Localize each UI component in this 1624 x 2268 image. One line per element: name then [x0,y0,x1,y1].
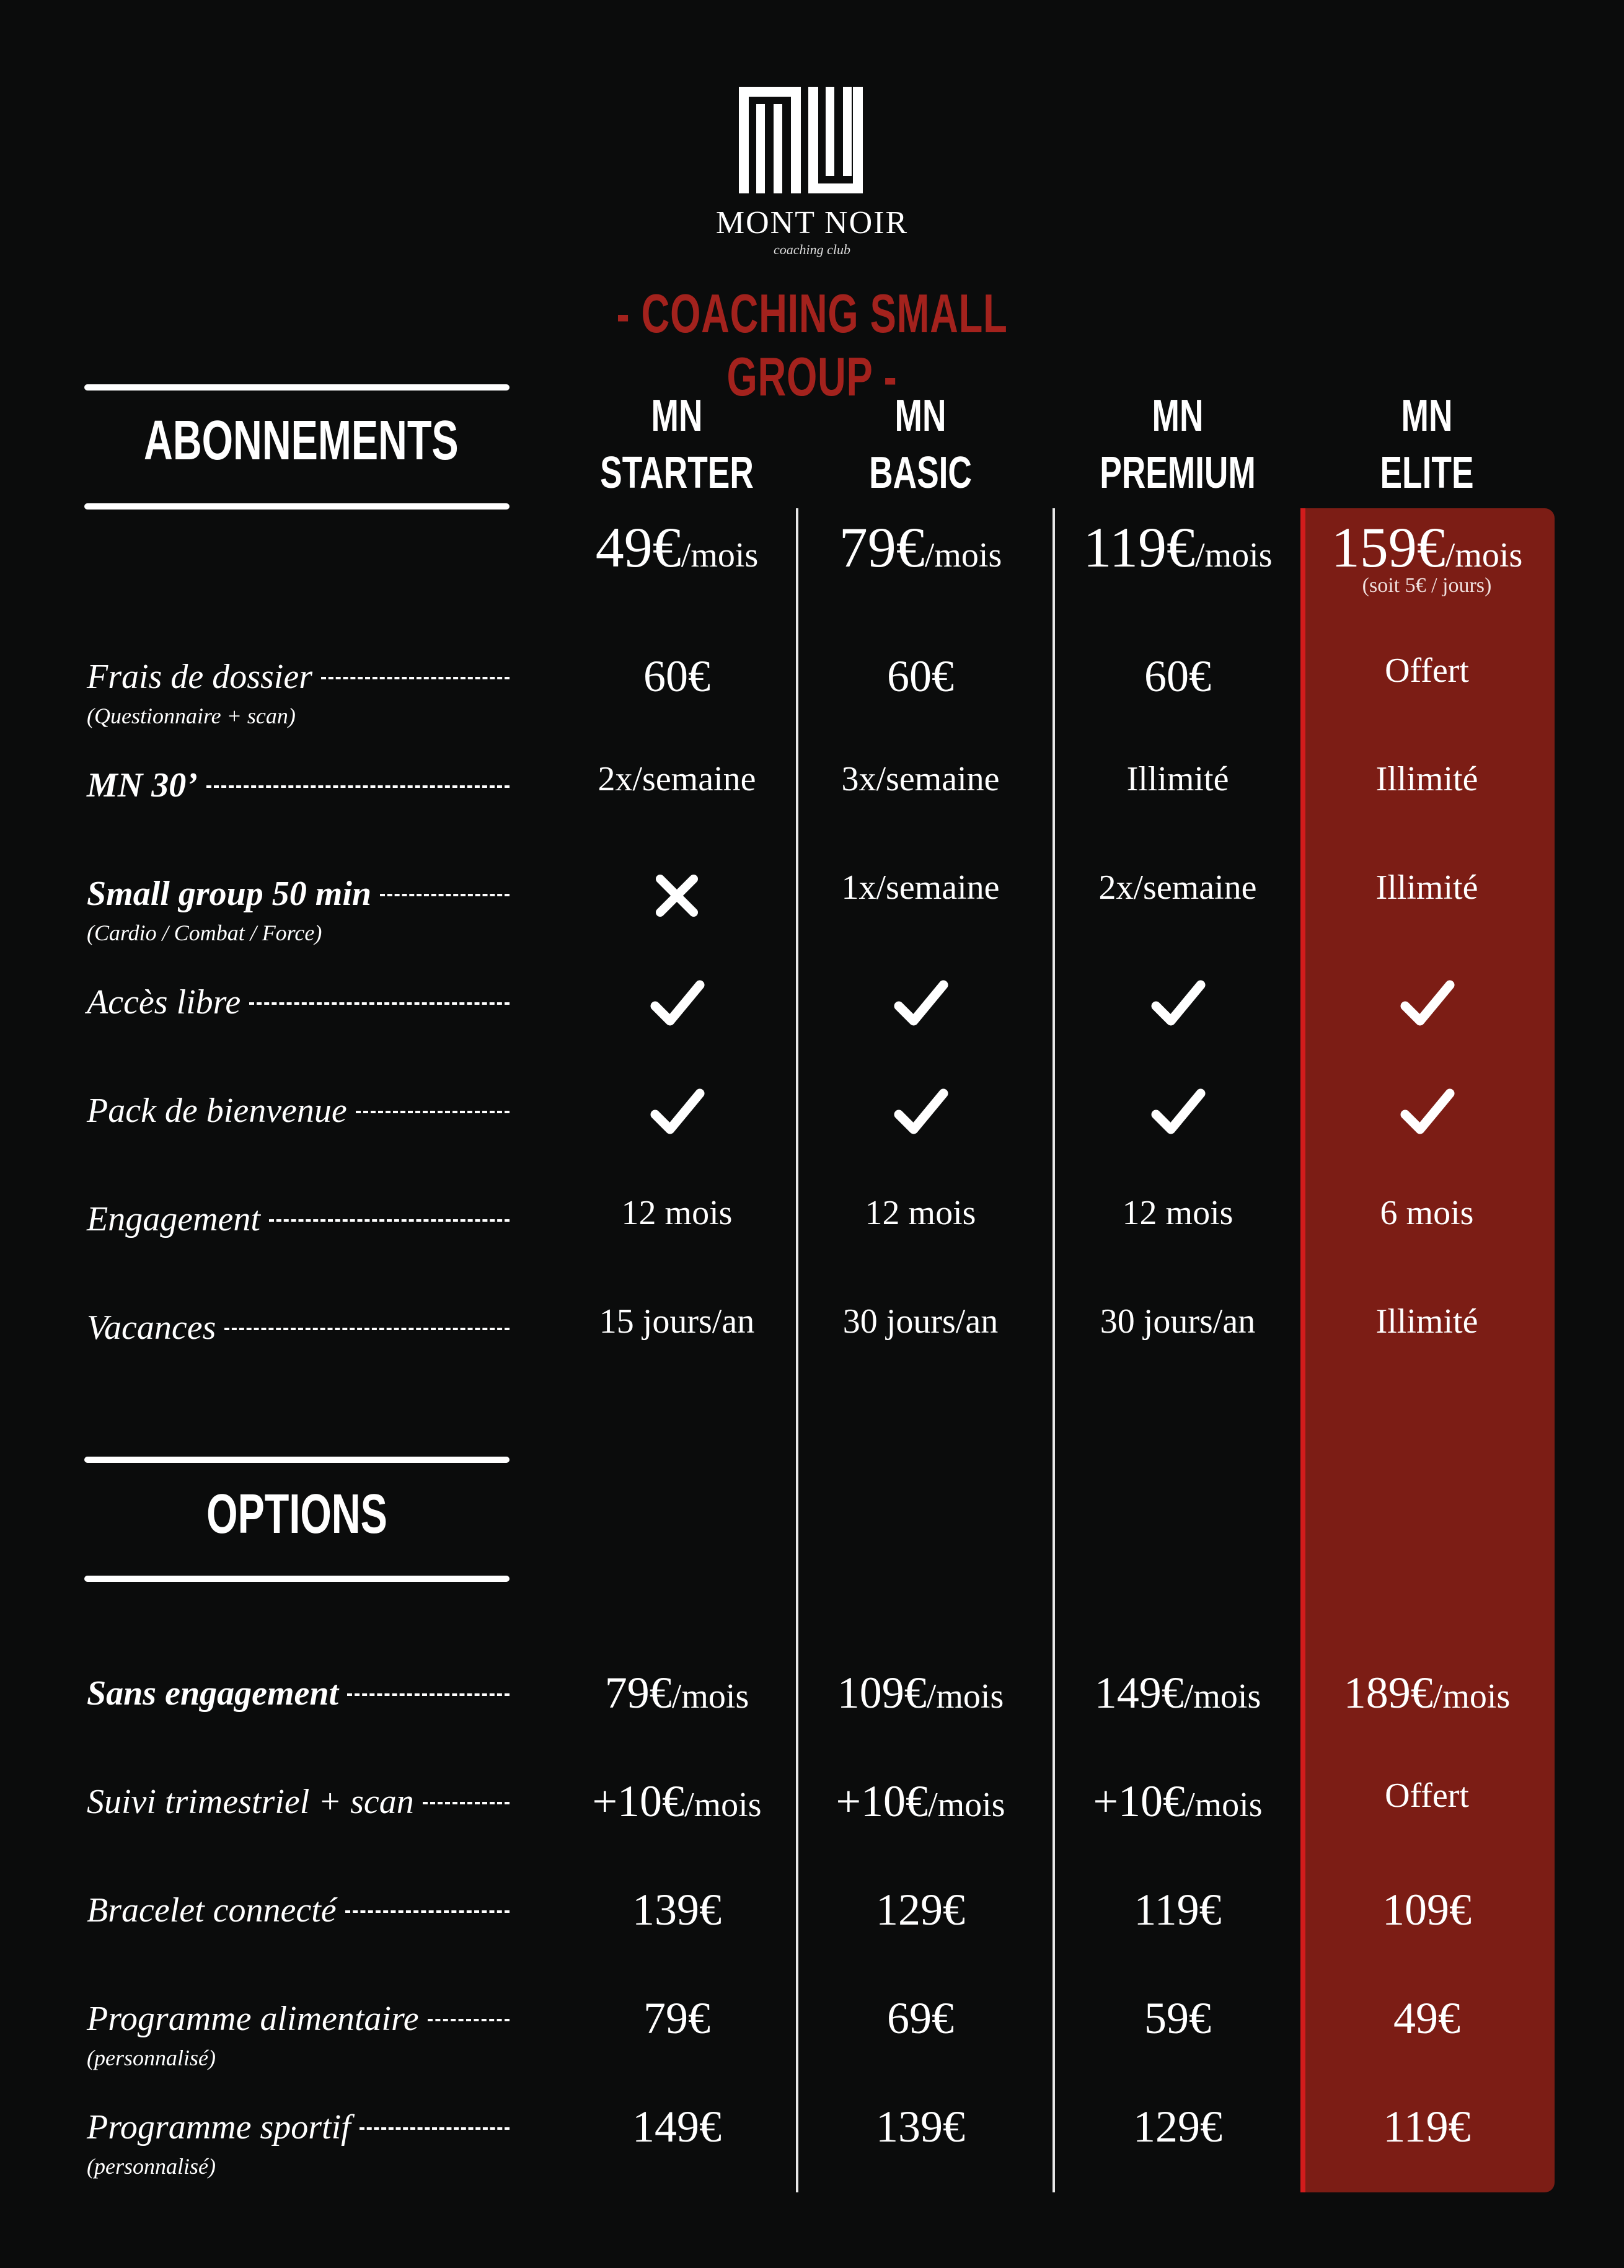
feature-label [87,657,510,697]
plan-name [585,387,769,501]
option-sublabel: (personnalisé) [87,2154,216,2179]
value-amount: +10€ [1093,1776,1186,1826]
feature-value: Illimité [1375,1302,1478,1341]
value-amount: 60€ [887,651,954,701]
option-value [797,2101,1044,2153]
plan-prefix: MN [1152,391,1204,441]
option-value [553,1667,801,1719]
dotted-leader [347,1693,510,1696]
feature-value: 12 mois [865,1194,976,1232]
plan-tier: PREMIUM [1100,448,1256,498]
value-unit: /mois [926,1677,1004,1716]
option-label-text: Programme alimentaire [87,2000,419,2038]
value-amount: 60€ [1144,651,1211,701]
check-icon [797,976,1044,1032]
plan-tier: STARTER [600,448,754,498]
option-value [1303,1667,1551,1719]
dotted-leader [423,1802,510,1804]
section-rule [84,384,510,391]
dotted-leader [360,2127,510,2130]
dotted-leader [249,1002,510,1005]
value-amount: 149€ [632,2102,722,2151]
plan-price-amount: 79€ [839,516,925,579]
feature-value: Illimité [1375,760,1478,798]
value-amount: 79€ [643,1993,710,2043]
plan-price [797,514,1044,580]
feature-sublabel: (Cardio / Combat / Force) [87,920,322,945]
value-amount: 119€ [1134,1885,1222,1935]
option-value: Offert [1385,1776,1469,1815]
feature-value: 30 jours/an [1100,1302,1256,1341]
headline: - COACHING SMALL GROUP - [616,283,1008,407]
feature-value: 6 mois [1380,1194,1474,1232]
option-label-text: Suivi trimestriel + scan [87,1783,414,1821]
feature-value: 3x/semaine [841,760,1000,798]
plan-name [1335,387,1519,501]
dotted-leader [321,677,510,679]
plan-price [553,514,801,580]
feature-label-text: Frais de dossier [87,658,312,696]
option-value [797,1776,1044,1827]
brand-name: MONT NOIR [715,205,909,240]
feature-label-text: Pack de bienvenue [87,1092,347,1130]
option-label [87,1782,510,1822]
option-label-text: Programme sportif [87,2108,351,2147]
plan-price-amount: 159€ [1331,516,1445,579]
value-amount: 149€ [1094,1668,1184,1718]
option-value [553,1884,801,1936]
section-rule [84,1457,510,1463]
plan-prefix: MN [894,391,947,441]
value-amount: 109€ [837,1668,927,1718]
value-amount: 59€ [1144,1993,1211,2043]
dotted-leader [345,1910,510,1913]
feature-label-text: Engagement [87,1200,260,1238]
feature-value: 12 mois [1122,1194,1233,1232]
feature-value: 2x/semaine [598,760,756,798]
value-amount: +10€ [836,1776,929,1826]
dotted-leader [269,1219,510,1222]
mont-noir-logo-icon [739,87,863,193]
feature-label [87,982,510,1022]
check-icon [1303,1085,1551,1141]
section-rule [84,1576,510,1582]
dotted-leader [428,2019,510,2021]
check-icon [1054,976,1302,1032]
plan-prefix: MN [651,391,703,441]
option-value [553,1993,801,2044]
value-amount: 69€ [887,1993,954,2043]
value-unit: /mois [1185,1786,1263,1824]
feature-value: 15 jours/an [599,1302,755,1341]
option-label [87,1999,510,2039]
option-value [1303,1884,1551,1936]
feature-value: Offert [1385,651,1469,690]
dotted-leader [206,785,510,788]
plan-prefix: MN [1401,391,1453,441]
feature-label [87,766,510,805]
option-value [1054,1884,1302,1936]
option-value [1303,2101,1551,2153]
feature-value: 1x/semaine [841,868,1000,907]
feature-value: 12 mois [621,1194,733,1232]
plan-price-unit: /mois [1195,536,1273,575]
option-value [797,1993,1044,2044]
plan-price-unit: /mois [924,536,1002,575]
option-value [553,2101,801,2153]
option-value [553,1776,801,1827]
option-label-text: Bracelet connecté [87,1891,337,1930]
plan-tier: ELITE [1380,448,1474,498]
value-amount: 139€ [632,1885,722,1935]
value-amount: 129€ [1133,2102,1222,2151]
brand-tagline: coaching club [773,242,851,257]
feature-value: 2x/semaine [1098,868,1257,907]
feature-sublabel: (Questionnaire + scan) [87,704,296,728]
option-label [87,1674,510,1713]
option-value [797,1884,1044,1936]
feature-value: Illimité [1126,760,1229,798]
value-amount: 109€ [1382,1885,1472,1935]
value-amount: 79€ [604,1668,672,1718]
option-sublabel: (personnalisé) [87,2045,216,2070]
plan-price-amount: 119€ [1083,516,1196,579]
feature-label [87,1091,510,1131]
feature-value [797,651,1044,702]
value-amount: 139€ [876,2102,965,2151]
option-value [1054,1667,1302,1719]
value-unit: /mois [684,1786,762,1824]
option-value [797,1667,1044,1719]
feature-value: 30 jours/an [842,1302,999,1341]
value-unit: /mois [1183,1677,1261,1716]
feature-label-text: Accès libre [87,983,241,1021]
feature-value [1054,651,1302,702]
check-icon [553,976,801,1032]
feature-label-text: Vacances [87,1308,216,1347]
option-value [1054,1993,1302,2044]
check-icon [1303,976,1551,1032]
cross-icon [553,868,801,924]
dotted-leader [224,1328,510,1330]
value-unit: /mois [1432,1677,1511,1716]
value-amount: 189€ [1343,1668,1433,1718]
option-label [87,1891,510,1930]
plan-price-amount: 49€ [595,516,681,579]
option-label [87,2107,510,2147]
value-amount: 49€ [1393,1993,1460,2043]
value-amount: 129€ [876,1885,965,1935]
plan-price [1303,514,1551,580]
option-label-text: Sans engagement [87,1674,339,1713]
section-rule [84,503,510,510]
plan-price [1054,514,1302,580]
option-value [1054,1776,1302,1827]
value-unit: /mois [671,1677,749,1716]
plan-price-unit: /mois [681,536,759,575]
section-title-subscriptions: ABONNEMENTS [144,410,459,472]
feature-label-text: Small group 50 min [87,875,372,913]
plan-tier: BASIC [869,448,972,498]
option-value [1303,1993,1551,2044]
option-value [1054,2101,1302,2153]
plan-price-note: (soit 5€ / jours) [1362,574,1492,597]
feature-label [87,1199,510,1239]
plan-price-unit: /mois [1445,536,1523,575]
feature-label [87,1308,510,1348]
value-amount: 119€ [1383,2102,1471,2151]
check-icon [797,1085,1044,1141]
check-icon [1054,1085,1302,1141]
plan-name [1086,387,1269,501]
feature-label [87,874,510,914]
dotted-leader [356,1111,510,1113]
feature-value [553,651,801,702]
section-title-options: OPTIONS [206,1483,387,1545]
value-unit: /mois [928,1786,1005,1824]
plan-name [829,387,1012,501]
dotted-leader [380,894,510,896]
feature-value: Illimité [1375,868,1478,907]
check-icon [553,1085,801,1141]
feature-label-text: MN 30’ [87,766,198,805]
value-amount: +10€ [592,1776,685,1826]
value-amount: 60€ [643,651,710,701]
